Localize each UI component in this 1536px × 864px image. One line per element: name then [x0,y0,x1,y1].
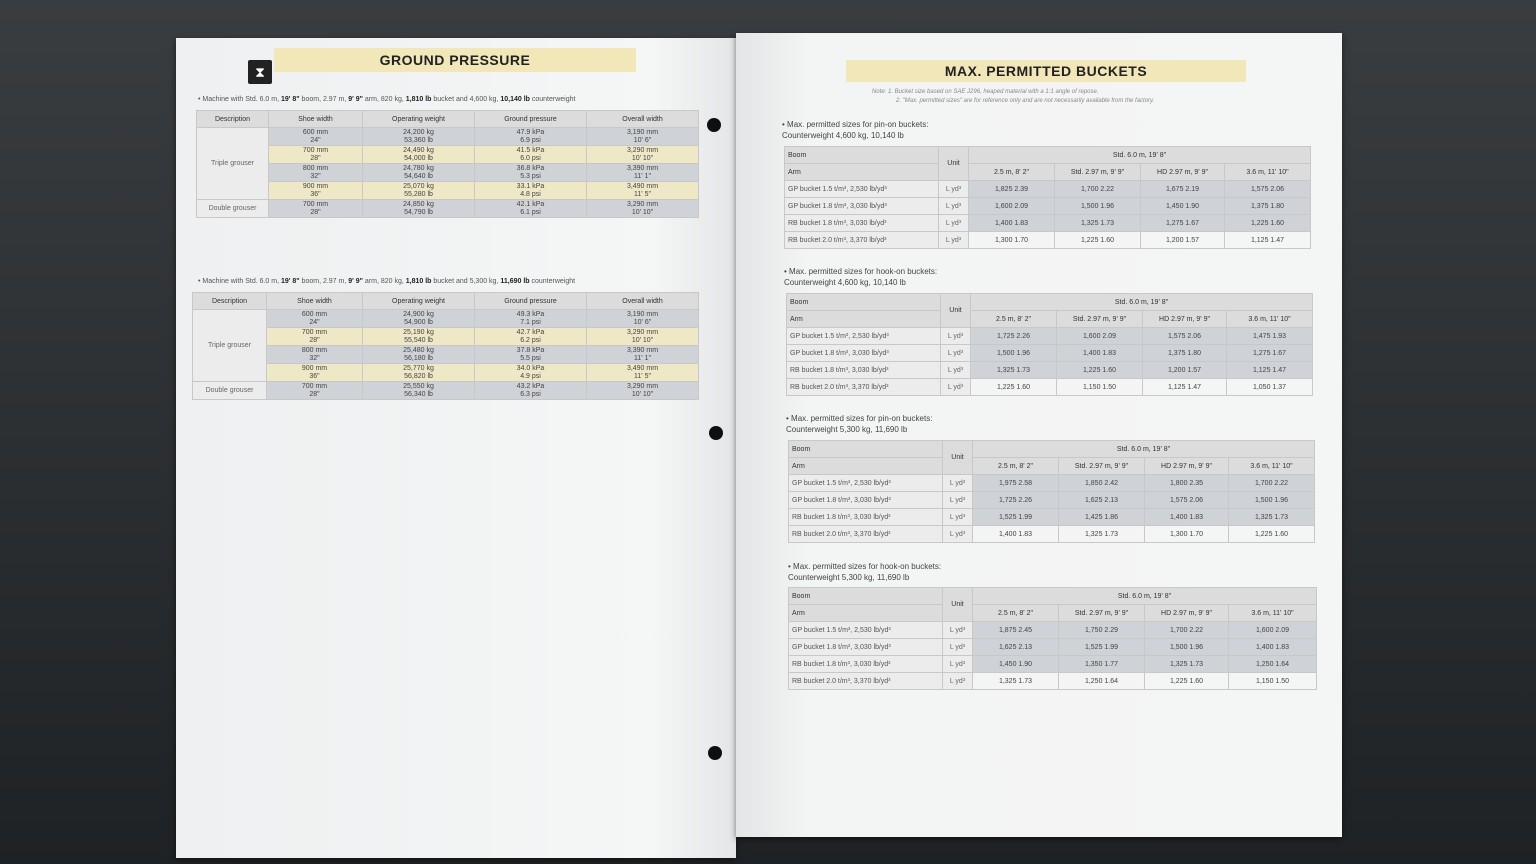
unit-cell: L yd³ [939,215,969,232]
table-cell: 700 mm 28" [269,146,363,164]
table-cell: 1,250 1.64 [1059,673,1145,690]
table-cell: 1,225 1.60 [1145,673,1229,690]
unit-cell: L yd³ [941,345,971,362]
ground-pressure-caption-1: • Machine with Std. 6.0 m, 19' 8" boom, 2.97 m, 9' 9" arm, 820 kg, 1,810 lb bucket and 4,600 kg, 10,140 lb counterweight [198,96,576,103]
table-cell: 1,325 1.73 [1055,215,1141,232]
table-cell: 24,200 kg 53,360 lb [363,128,475,146]
header-arm-std: Std. 2.97 m, 9' 9" [1057,311,1143,328]
table-cell: 1,475 1.93 [1227,328,1313,345]
table-cell: 33.1 kPa 4.8 psi [475,182,587,200]
max-permitted-buckets-title: MAX. PERMITTED BUCKETS [846,60,1246,82]
bucket-table-1-heading: • Max. permitted sizes for pin-on buckets: Counterweight 4,600 kg, 10,140 lb [782,120,929,140]
footnote-1: Note: 1. Bucket size based on SAE J296, heaped material with a 1:1 angle of repose. [872,89,1099,95]
table-cell: 1,500 1.96 [971,345,1057,362]
ground-pressure-title: GROUND PRESSURE [274,48,636,72]
table-cell: 1,125 1.47 [1143,379,1227,396]
punch-hole [709,426,723,440]
bucket-label: GP bucket 1.5 t/m³, 2,530 lb/yd³ [789,622,943,639]
header-boom: Boom [787,294,941,311]
table-cell: 3,490 mm 11' 5" [587,182,699,200]
table-cell: 1,725 2.26 [973,492,1059,509]
header-std-boom: Std. 6.0 m, 19' 8" [973,588,1317,605]
ground-pressure-caption-2: • Machine with Std. 6.0 m, 19' 8" boom, 2.97 m, 9' 9" arm, 820 kg, 1,810 lb bucket and 5,300 kg, 11,690 lb counterweight [198,278,576,285]
table-cell: 1,300 1.70 [969,232,1055,249]
table-cell: 1,675 2.19 [1141,181,1225,198]
unit-cell: L yd³ [941,328,971,345]
bucket-label: GP bucket 1.5 t/m³, 2,530 lb/yd³ [785,181,939,198]
table-cell: 1,625 2.13 [973,639,1059,656]
bucket-label: RB bucket 1.8 t/m³, 3,030 lb/yd³ [789,656,943,673]
header-unit: Unit [943,588,973,622]
bucket-label: GP bucket 1.5 t/m³, 2,530 lb/yd³ [787,328,941,345]
table-cell: 1,225 1.60 [1055,232,1141,249]
table-cell: 24,780 kg 54,640 lb [363,164,475,182]
table-cell: 1,250 1.64 [1229,656,1317,673]
unit-cell: L yd³ [943,492,973,509]
header-arm-hd: HD 2.97 m, 9' 9" [1143,311,1227,328]
row-group-label: Triple grouser [193,310,267,382]
header-arm-std: Std. 2.97 m, 9' 9" [1059,605,1145,622]
table-cell: 41.5 kPa 6.0 psi [475,146,587,164]
unit-cell: L yd³ [941,362,971,379]
unit-cell: L yd³ [943,622,973,639]
punch-hole [708,746,722,760]
row-group-label: Triple grouser [197,128,269,200]
table-row [787,362,1313,379]
table-cell: 1,875 2.45 [973,622,1059,639]
left-page [176,38,736,858]
header-arm-3-6: 3.6 m, 11' 10" [1227,311,1313,328]
table-cell: 900 mm 36" [267,364,363,382]
table-cell: 3,190 mm 10' 6" [587,310,699,328]
table-cell: 1,375 1.80 [1143,345,1227,362]
bucket-label: GP bucket 1.8 t/m³, 3,030 lb/yd³ [789,492,943,509]
table-row [785,215,1311,232]
header-std-boom: Std. 6.0 m, 19' 8" [971,294,1313,311]
table-cell: 1,800 2.35 [1145,475,1229,492]
header-arm: Arm [789,458,943,475]
table-cell: 25,070 kg 55,280 lb [363,182,475,200]
table-row [787,379,1313,396]
bucket-label: GP bucket 1.5 t/m³, 2,530 lb/yd³ [789,475,943,492]
table-cell: 1,600 2.09 [1229,622,1317,639]
row-group-label: Double grouser [197,200,269,218]
col-header-shoe-width: Shoe width [267,293,363,310]
bucket-table-2-heading: • Max. permitted sizes for hook-on buckets: Counterweight 4,600 kg, 10,140 lb [784,267,938,287]
table-cell: 3,290 mm 10' 10" [587,146,699,164]
table-row [789,492,1315,509]
header-unit: Unit [943,441,973,475]
table-cell: 24,900 kg 54,900 lb [363,310,475,328]
row-group-label: Double grouser [193,382,267,400]
unit-cell: L yd³ [943,673,973,690]
header-arm-2-5: 2.5 m, 8' 2" [971,311,1057,328]
table-row [789,475,1315,492]
header-arm-std: Std. 2.97 m, 9' 9" [1055,164,1141,181]
unit-cell: L yd³ [941,379,971,396]
table-cell: 1,700 2.22 [1145,622,1229,639]
table-cell: 700 mm 28" [267,328,363,346]
table-cell: 25,480 kg 56,180 lb [363,346,475,364]
table-cell: 1,575 2.06 [1143,328,1227,345]
bucket-table-4-heading: • Max. permitted sizes for hook-on buckets: Counterweight 5,300 kg, 11,690 lb [788,562,942,582]
table-row [197,146,699,164]
table-cell: 1,500 1.96 [1145,639,1229,656]
table-cell: 25,770 kg 56,820 lb [363,364,475,382]
header-arm-3-6: 3.6 m, 11' 10" [1229,605,1317,622]
header-arm: Arm [789,605,943,622]
table-cell: 43.2 kPa 6.3 psi [475,382,587,400]
bucket-label: GP bucket 1.8 t/m³, 3,030 lb/yd³ [785,198,939,215]
ground-pressure-table-2 [192,292,699,400]
table-cell: 700 mm 28" [269,200,363,218]
table-row [789,639,1317,656]
table-cell: 42.1 kPa 6.1 psi [475,200,587,218]
bucket-label: RB bucket 1.8 t/m³, 3,030 lb/yd³ [785,215,939,232]
table-row [197,182,699,200]
table-cell: 1,225 1.60 [1229,526,1315,543]
table-cell: 1,525 1.99 [1059,639,1145,656]
unit-cell: L yd³ [943,509,973,526]
table-row [789,509,1315,526]
table-cell: 49.3 kPa 7.1 psi [475,310,587,328]
table-cell: 3,190 mm 10' 6" [587,128,699,146]
table-cell: 1,225 1.60 [1057,362,1143,379]
bucket-table-1 [784,146,1311,249]
table-cell: 3,290 mm 10' 10" [587,382,699,400]
table-cell: 36.8 kPa 5.3 psi [475,164,587,182]
footnote-2: 2. "Max. permitted sizes" are for reference only and are not necessarily available from the factory. [896,98,1155,104]
header-std-boom: Std. 6.0 m, 19' 8" [973,441,1315,458]
table-cell: 1,450 1.90 [973,656,1059,673]
table-cell: 1,400 1.83 [1057,345,1143,362]
bucket-table-2 [786,293,1313,396]
header-arm: Arm [787,311,941,328]
table-cell: 1,325 1.73 [1059,526,1145,543]
header-arm-2-5: 2.5 m, 8' 2" [973,458,1059,475]
unit-cell: L yd³ [939,181,969,198]
table-row [193,346,699,364]
header-arm-2-5: 2.5 m, 8' 2" [973,605,1059,622]
table-cell: 1,700 2.22 [1055,181,1141,198]
brand-logo-icon: ⧗ [248,60,272,84]
header-boom: Boom [785,147,939,164]
table-cell: 3,390 mm 11' 1" [587,346,699,364]
table-cell: 1,825 2.39 [969,181,1055,198]
header-arm-2-5: 2.5 m, 8' 2" [969,164,1055,181]
table-cell: 1,575 2.06 [1145,492,1229,509]
header-std-boom: Std. 6.0 m, 19' 8" [969,147,1311,164]
table-cell: 1,750 2.29 [1059,622,1145,639]
col-header-ground-pressure: Ground pressure [475,293,587,310]
table-cell: 1,300 1.70 [1145,526,1229,543]
table-cell: 1,275 1.67 [1141,215,1225,232]
col-header-ground-pressure: Ground pressure [475,111,587,128]
table-cell: 1,625 2.13 [1059,492,1145,509]
table-cell: 1,725 2.26 [971,328,1057,345]
col-header-operating-weight: Operating weight [363,111,475,128]
table-cell: 1,400 1.83 [969,215,1055,232]
col-header-description: Description [193,293,267,310]
table-row [787,328,1313,345]
table-cell: 1,975 2.58 [973,475,1059,492]
header-arm: Arm [785,164,939,181]
table-cell: 3,290 mm 10' 10" [587,200,699,218]
table-row [785,232,1311,249]
bucket-label: RB bucket 2.0 t/m³, 3,370 lb/yd³ [787,379,941,396]
table-row [787,345,1313,362]
table-cell: 24,490 kg 54,000 lb [363,146,475,164]
table-cell: 1,050 1.37 [1227,379,1313,396]
table-cell: 800 mm 32" [267,346,363,364]
col-header-operating-weight: Operating weight [363,293,475,310]
header-arm-std: Std. 2.97 m, 9' 9" [1059,458,1145,475]
header-unit: Unit [941,294,971,328]
bucket-label: RB bucket 1.8 t/m³, 3,030 lb/yd³ [789,509,943,526]
table-row [197,128,699,146]
table-row [197,200,699,218]
bucket-label: GP bucket 1.8 t/m³, 3,030 lb/yd³ [789,639,943,656]
header-arm-hd: HD 2.97 m, 9' 9" [1141,164,1225,181]
table-row [197,164,699,182]
table-row [789,526,1315,543]
table-row [789,622,1317,639]
unit-cell: L yd³ [943,475,973,492]
table-cell: 25,550 kg 56,340 lb [363,382,475,400]
table-row [789,656,1317,673]
table-row [193,328,699,346]
ground-pressure-table-1 [196,110,699,218]
header-arm-hd: HD 2.97 m, 9' 9" [1145,605,1229,622]
table-cell: 42.7 kPa 6.2 psi [475,328,587,346]
table-row [193,310,699,328]
header-arm-3-6: 3.6 m, 11' 10" [1225,164,1311,181]
table-cell: 1,850 2.42 [1059,475,1145,492]
table-cell: 1,700 2.22 [1229,475,1315,492]
table-cell: 3,490 mm 11' 5" [587,364,699,382]
table-cell: 1,225 1.60 [971,379,1057,396]
table-row [789,673,1317,690]
unit-cell: L yd³ [939,198,969,215]
bucket-label: RB bucket 1.8 t/m³, 3,030 lb/yd³ [787,362,941,379]
table-cell: 1,500 1.96 [1055,198,1141,215]
table-cell: 1,275 1.67 [1227,345,1313,362]
table-cell: 800 mm 32" [269,164,363,182]
table-cell: 1,125 1.47 [1225,232,1311,249]
header-unit: Unit [939,147,969,181]
table-cell: 1,200 1.57 [1143,362,1227,379]
table-row [785,198,1311,215]
table-cell: 1,525 1.99 [973,509,1059,526]
table-cell: 1,400 1.83 [973,526,1059,543]
unit-cell: L yd³ [939,232,969,249]
unit-cell: L yd³ [943,526,973,543]
table-cell: 1,425 1.86 [1059,509,1145,526]
bucket-table-4 [788,587,1317,690]
table-cell: 1,575 2.06 [1225,181,1311,198]
table-cell: 900 mm 36" [269,182,363,200]
col-header-description: Description [197,111,269,128]
table-row [785,181,1311,198]
table-cell: 47.9 kPa 6.9 psi [475,128,587,146]
table-cell: 1,600 2.09 [1057,328,1143,345]
unit-cell: L yd³ [943,639,973,656]
table-cell: 1,350 1.77 [1059,656,1145,673]
table-cell: 1,325 1.73 [1145,656,1229,673]
col-header-overall-width: Overall width [587,111,699,128]
table-cell: 1,125 1.47 [1227,362,1313,379]
table-cell: 1,200 1.57 [1141,232,1225,249]
bucket-label: GP bucket 1.8 t/m³, 3,030 lb/yd³ [787,345,941,362]
table-cell: 600 mm 24" [269,128,363,146]
table-cell: 1,325 1.73 [1229,509,1315,526]
header-boom: Boom [789,588,943,605]
table-cell: 24,850 kg 54,790 lb [363,200,475,218]
bucket-table-3 [788,440,1315,543]
col-header-shoe-width: Shoe width [269,111,363,128]
punch-hole [707,118,721,132]
bucket-label: RB bucket 2.0 t/m³, 3,370 lb/yd³ [789,526,943,543]
header-arm-hd: HD 2.97 m, 9' 9" [1145,458,1229,475]
table-cell: 1,400 1.83 [1229,639,1317,656]
table-cell: 1,450 1.90 [1141,198,1225,215]
header-boom: Boom [789,441,943,458]
col-header-overall-width: Overall width [587,293,699,310]
table-cell: 1,150 1.50 [1229,673,1317,690]
bucket-label: RB bucket 2.0 t/m³, 3,370 lb/yd³ [789,673,943,690]
table-cell: 3,290 mm 10' 10" [587,328,699,346]
table-cell: 1,375 1.80 [1225,198,1311,215]
table-row [193,382,699,400]
table-cell: 1,600 2.09 [969,198,1055,215]
table-cell: 1,150 1.50 [1057,379,1143,396]
table-cell: 1,325 1.73 [971,362,1057,379]
table-cell: 34.0 kPa 4.9 psi [475,364,587,382]
table-cell: 3,390 mm 11' 1" [587,164,699,182]
header-arm-3-6: 3.6 m, 11' 10" [1229,458,1315,475]
table-cell: 1,400 1.83 [1145,509,1229,526]
table-row [193,364,699,382]
table-cell: 1,225 1.60 [1225,215,1311,232]
table-cell: 600 mm 24" [267,310,363,328]
table-cell: 1,500 1.96 [1229,492,1315,509]
bucket-table-3-heading: • Max. permitted sizes for pin-on buckets: Counterweight 5,300 kg, 11,690 lb [786,414,933,434]
table-cell: 700 mm 28" [267,382,363,400]
table-cell: 25,190 kg 55,540 lb [363,328,475,346]
table-cell: 1,325 1.73 [973,673,1059,690]
table-cell: 37.8 kPa 5.5 psi [475,346,587,364]
bucket-label: RB bucket 2.0 t/m³, 3,370 lb/yd³ [785,232,939,249]
unit-cell: L yd³ [943,656,973,673]
right-page [736,33,1342,837]
